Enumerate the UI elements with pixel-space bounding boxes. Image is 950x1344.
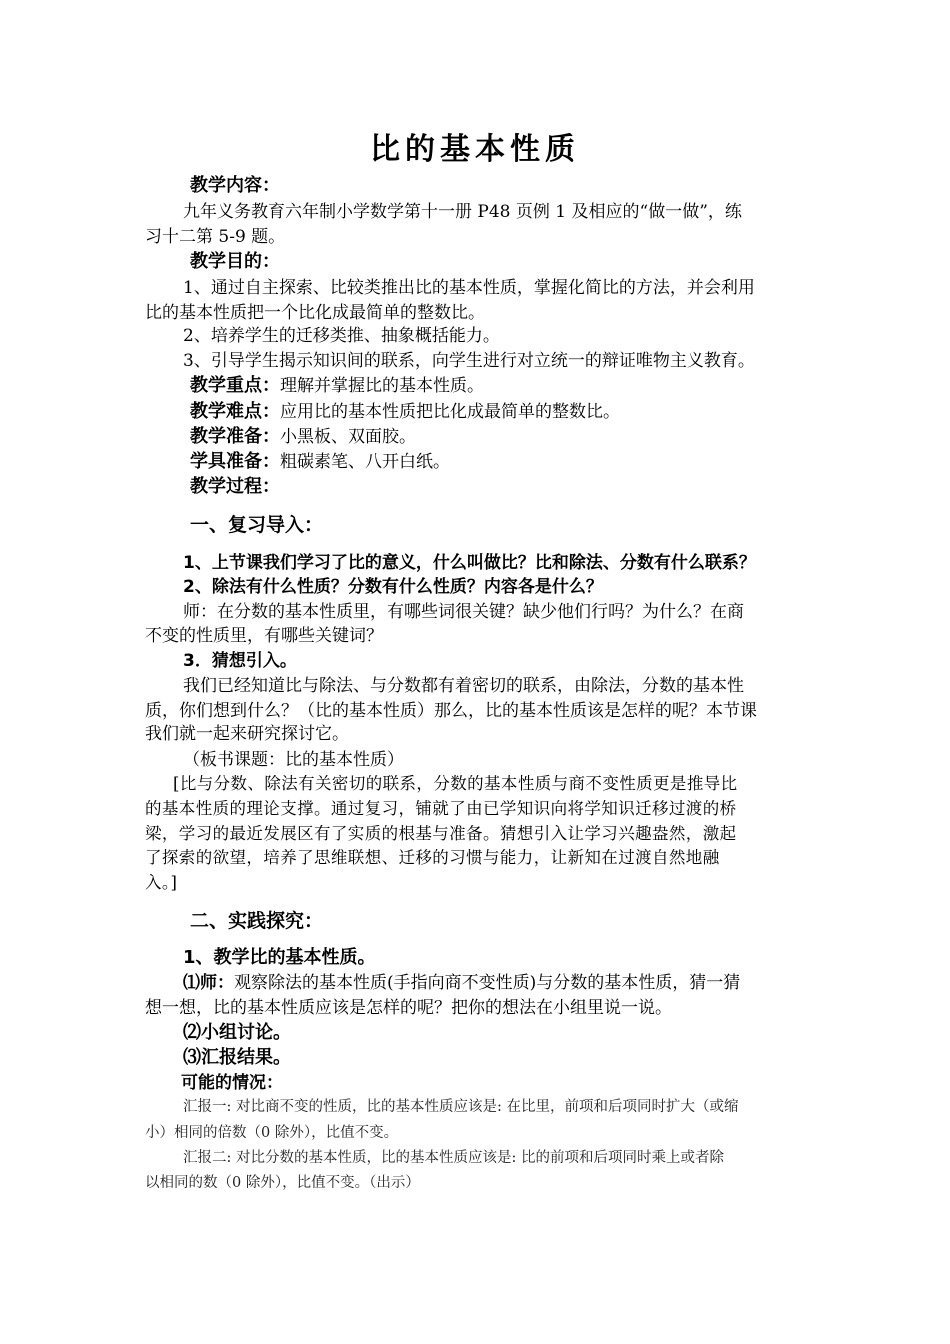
goals-line-2: 比的基本性质把一个比化成最简单的整数比。 [145, 303, 485, 323]
section1-note-2: 的基本性质的理论支撑。通过复习，铺就了由已学知识向将学知识迁移过渡的桥 [145, 799, 737, 818]
section1-intro-2: 质，你们想到什么？（比的基本性质）那么，比的基本性质该是怎样的呢？本节课 [145, 701, 757, 721]
section1-note-4: 了探索的欲望，培养了思维联想、迁移的习惯与能力，让新知在过渡自然地融 [145, 848, 720, 867]
section2-step3: ⑶汇报结果。 [183, 1047, 291, 1068]
process-label: 教学过程： [190, 476, 280, 497]
section2-report2-line-1: 汇报二: 对比分数的基本性质，比的基本性质应该是: 比的前项和后项同时乘上或者除 [183, 1150, 724, 1166]
section2-step2: ⑵小组讨论。 [183, 1022, 291, 1043]
section2-report1-line-2: 小）相同的倍数（0 除外），比值不变。 [145, 1125, 399, 1141]
section1-q2: 2、除法有什么性质？分数有什么性质？内容各是什么？ [183, 577, 603, 597]
section2-step1-text: 观察除法的基本性质(手指向商不变性质)与分数的基本性质，猜一猜 [234, 973, 741, 993]
section1-teacher-1: 师：在分数的基本性质里，有哪些词很关键？缺少他们行吗？为什么？在商 [183, 602, 744, 622]
section2-sub1: 1、教学比的基本性质。 [183, 947, 376, 968]
section1-board: （板书课题：比的基本性质） [183, 750, 404, 770]
prep-label: 教学准备： [190, 426, 280, 447]
section2-step1-label: ⑴师： [183, 973, 234, 993]
section2-possible: 可能的情况： [181, 1073, 283, 1093]
content-line-1: 九年义务教育六年制小学数学第十一册 P48 页例 1 及相应的“做一做”，练 [183, 202, 742, 222]
prep-text: 小黑板、双面胶。 [280, 427, 416, 447]
difficulty [190, 400, 860, 424]
goals-line-4: 3、引导学生揭示知识间的联系，向学生进行对立统一的辩证唯物主义教育。 [183, 351, 755, 371]
prep [190, 425, 860, 449]
section1-heading: 一、复习导入： [190, 514, 324, 536]
section1-note-3: 梁，学习的最近发展区有了实质的根基与准备。猜想引入让学习兴趣盎然，激起 [145, 824, 737, 843]
student-prep-text: 粗碳素笔、八开白纸。 [280, 452, 450, 472]
difficulty-text: 应用比的基本性质把比化成最简单的整数比。 [280, 402, 620, 422]
section2-step1-line-1 [183, 971, 853, 995]
difficulty-label: 教学难点： [190, 401, 280, 422]
section1-teacher-2: 不变的性质里，有哪些关键词？ [145, 626, 383, 646]
key-point [190, 374, 860, 398]
section1-q1: 1、上节课我们学习了比的意义，什么叫做比？比和除法、分数有什么联系？ [183, 553, 756, 573]
section1-note-1: [比与分数、除法有关密切的联系，分数的基本性质与商不变性质更是推导比 [173, 774, 738, 793]
section2-heading: 二、实践探究： [190, 910, 324, 932]
goals-line-1: 1、通过自主探索、比较类推出比的基本性质，掌握化简比的方法，并会利用 [183, 278, 755, 298]
key-point-label: 教学重点： [190, 375, 280, 396]
page-title: 比的基本性质 [370, 132, 580, 167]
content-heading: 教学内容： [190, 175, 280, 196]
section1-note-5: 入。] [145, 873, 178, 892]
content-line-2: 习十二第 5-9 题。 [145, 227, 286, 247]
student-prep-label: 学具准备： [190, 451, 280, 472]
section1-intro-1: 我们已经知道比与除法、与分数都有着密切的联系，由除法，分数的基本性 [183, 676, 744, 696]
section1-intro-3: 我们就一起来研究探讨它。 [145, 724, 349, 744]
student-prep [190, 450, 860, 474]
goals-heading: 教学目的： [190, 251, 280, 272]
section1-guess: 3．猜想引入。 [183, 651, 297, 671]
section2-report1-line-1: 汇报一: 对比商不变的性质，比的基本性质应该是: 在比里，前项和后项同时扩大（或缩 [183, 1099, 739, 1115]
section2-step1-line-2: 想一想，比的基本性质应该是怎样的呢？把你的想法在小组里说一说。 [145, 998, 672, 1018]
goals-line-3: 2、培养学生的迁移类推、抽象概括能力。 [183, 326, 500, 346]
key-point-text: 理解并掌握比的基本性质。 [280, 376, 484, 396]
section2-report2-line-2: 以相同的数（0 除外），比值不变。（出示） [145, 1175, 420, 1191]
